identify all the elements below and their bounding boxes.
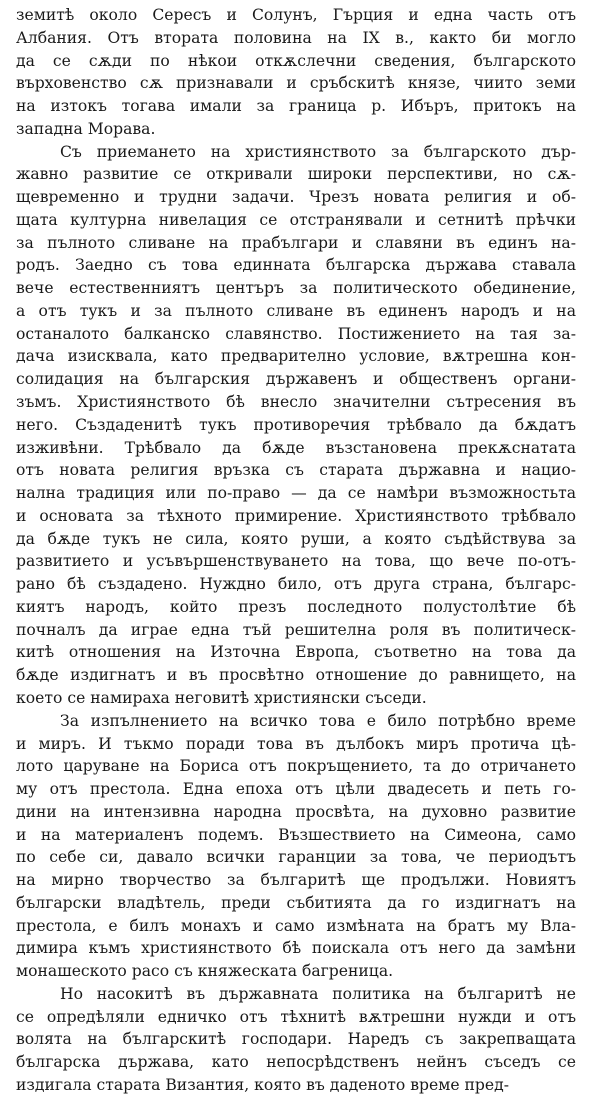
text-line: волята на българскитѣ господари. Наредъ съ закрепващата xyxy=(16,1030,576,1049)
text-line: за пълното сливане на прабългари и славяни въ единъ на- xyxy=(16,233,576,252)
text-line: китѣ отношения на Източна Европа, съответно на това да xyxy=(16,643,576,662)
text-line: димира къмъ християнството бѣ поискала отъ него да замѣни xyxy=(16,939,576,958)
text-line: западна Морава. xyxy=(16,119,156,138)
text-line: му отъ престола. Една епоха отъ цѣли двадесеть и петь го- xyxy=(16,780,576,799)
text-line: издигала старата Византия, която въ даденото време пред- xyxy=(16,1075,510,1094)
text-line: дини на интензивна народна просвѣта, на духовно развитие xyxy=(16,802,576,821)
text-line: дача изисквала, като предварително условие, вѫтрешна кон- xyxy=(16,347,576,366)
text-line: а отъ тукъ и за пълното сливане въ единенъ народъ и на xyxy=(16,301,576,320)
text-line: Съ приемането на християнството за българското дър- xyxy=(60,142,576,161)
text-line: се опредѣляли едничко отъ тѣхнитѣ вѫтрешни нужди и отъ xyxy=(16,1007,576,1026)
text-line: щата културна нивелация се отстранявали и сетнитѣ прѣчки xyxy=(16,210,576,229)
text-line: солидация на българския държавенъ и общественъ органи- xyxy=(16,370,576,389)
text-line: да се сѫди по нѣкои откѫслечни сведения, българското xyxy=(16,51,576,70)
text-line: Албания. Отъ втората половина на IX в., както би моглo xyxy=(16,28,576,47)
text-line: нална традиция или по-право — да се намѣри възможностьта xyxy=(16,484,576,503)
text-line: него. Създаденитѣ тукъ противоречия трѣбвало да бѫдатъ xyxy=(16,415,576,434)
text-line: изживѣни. Трѣбвало да бѫде възстановена прекѫснатата xyxy=(16,438,576,457)
paragraph xyxy=(16,141,576,710)
text-line: киятъ народъ, който презъ последното полустолѣтие бѣ xyxy=(16,597,576,616)
text-line: което се намираха неговитѣ християнски съседи. xyxy=(16,688,427,707)
text-line: и миръ. И тъкмо поради това въ дълбокъ миръ протича цѣ- xyxy=(16,734,576,753)
text-line: и на материаленъ подемъ. Възшествието на Симеона, само xyxy=(16,825,576,844)
text-line: българска държава, като непосрѣдственъ нейнъ съседъ се xyxy=(16,1053,576,1072)
text-line: родъ. Заедно съ това единната българска държава ставала xyxy=(16,256,576,275)
text-line: вече естественниятъ центъръ за политическото обединение, xyxy=(16,279,576,298)
text-line: монашеското расо съ княжеската багреница. xyxy=(16,962,394,981)
text-line: щевременно и трудни задачи. Чрезъ новата религия и об- xyxy=(16,188,576,207)
text-line: жавно развитие се откривали широки перспективи, но сѫ- xyxy=(16,165,576,184)
text-line: почналъ да играе една тъй решителна роля въ политическ- xyxy=(16,620,576,639)
text-line: български владѣтель, преди събитията да го издигнатъ на xyxy=(16,893,576,912)
text-line: Но насокитѣ въ държавната политика на българитѣ не xyxy=(60,984,576,1003)
text-line: останалото балканско славянство. Постижението на тая за- xyxy=(16,324,576,343)
text-line: развитието и усъвършенствуването на това, що вече по-отъ- xyxy=(16,552,576,571)
text-line: по себе си, давало всички гаранции за това, че периодътъ xyxy=(16,848,576,867)
document-page xyxy=(16,4,576,1097)
text-line: лото царуване на Бориса отъ покръщението, та до отричането xyxy=(16,757,576,776)
paragraph xyxy=(16,710,576,983)
text-line: и основата за тѣхното примирение. Християнството трѣбвало xyxy=(16,506,576,525)
text-line: на мирно творчество за българитѣ ще продължи. Новиятъ xyxy=(16,871,576,890)
paragraph xyxy=(16,4,576,141)
text-line: на изтокъ тогава имали за граница р. Ибъръ, притокъ на xyxy=(16,97,576,116)
text-line: зъмъ. Християнството бѣ внесло значителни сътресения въ xyxy=(16,393,576,412)
text-line: земитѣ около Сересъ и Солунъ, Гърция и една часть отъ xyxy=(16,6,576,24)
text-line: престола, е билъ монахъ и само измѣната на братъ му Вла- xyxy=(16,916,576,935)
text-line: рано бѣ създадено. Нуждно било, отъ друга страна, българс- xyxy=(16,575,576,594)
text-line: За изпълнението на всичко това е било потрѣбно време xyxy=(60,711,576,730)
text-line: отъ новата религия връзка съ старата държавна и нацио- xyxy=(16,461,576,480)
paragraph xyxy=(16,983,576,1097)
text-line: върховенство сѫ признавали и сръбскитѣ князе, чиито земи xyxy=(16,74,576,93)
text-line: бѫде издигнатъ и въ просвѣтно отношение до равнището, на xyxy=(16,666,576,685)
text-line: да бѫде тукъ не сила, която руши, а която съдѣйствува за xyxy=(16,529,576,548)
